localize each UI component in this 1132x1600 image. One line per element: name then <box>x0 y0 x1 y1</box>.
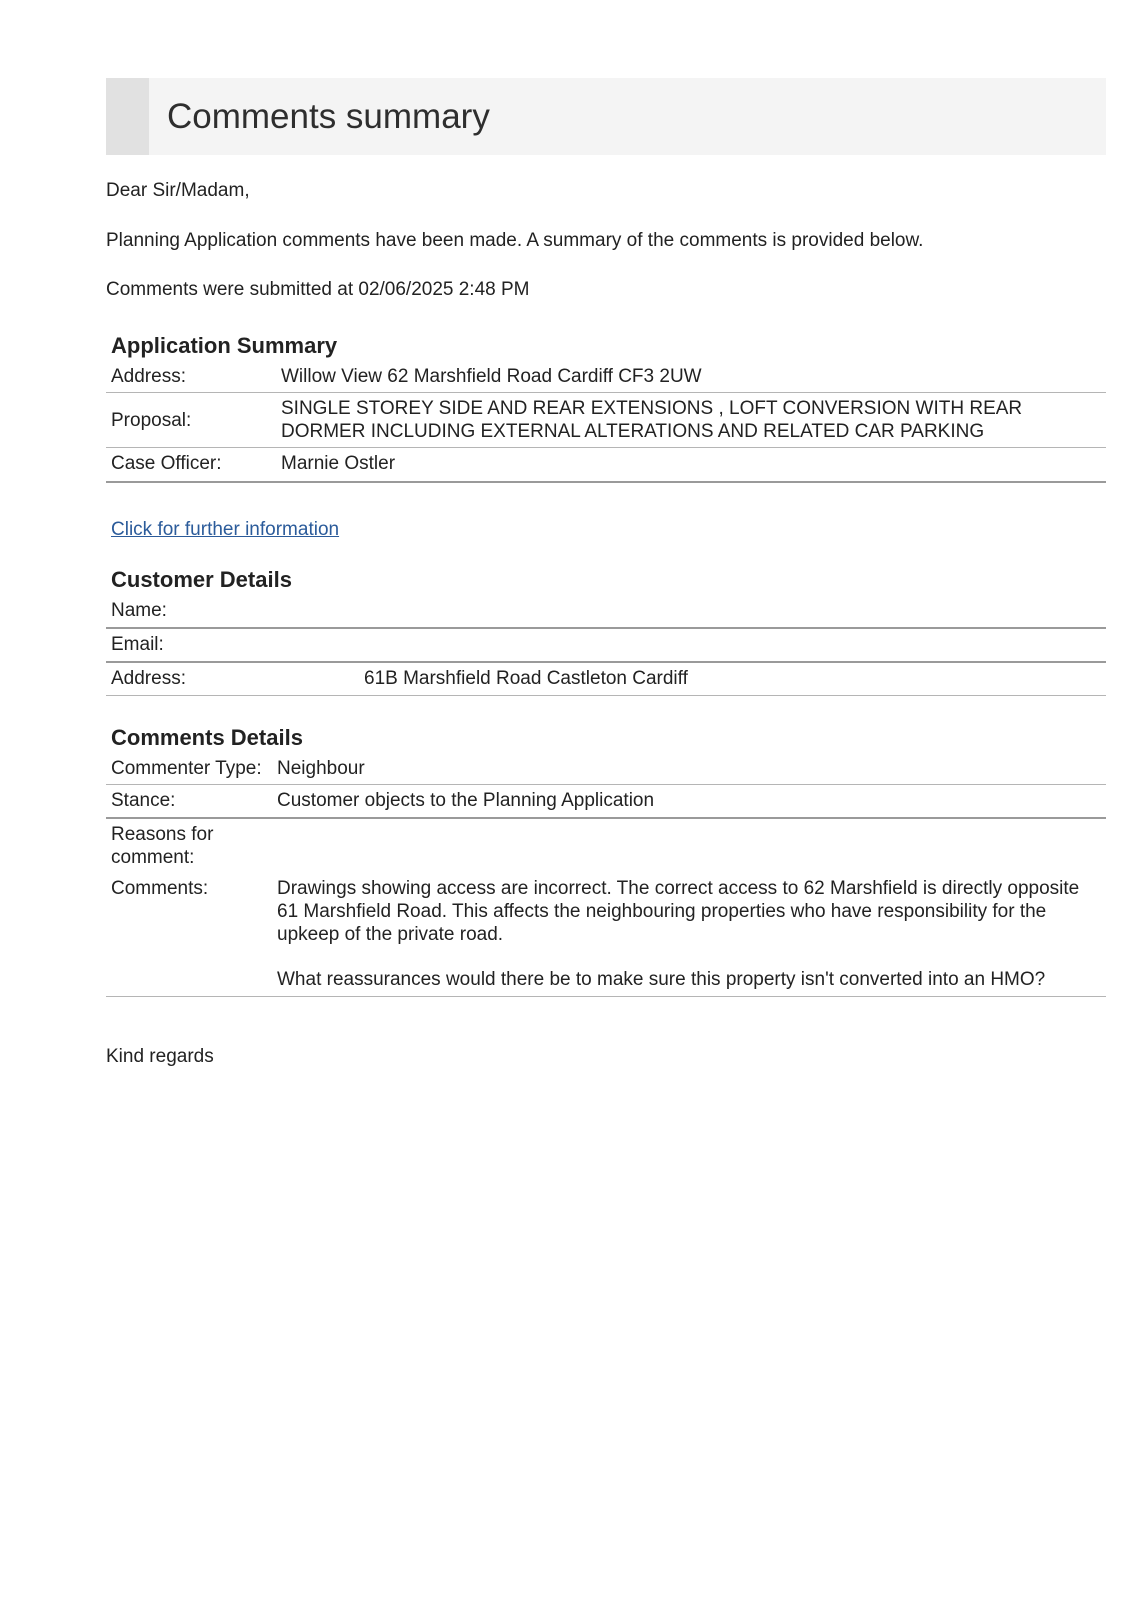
table-row <box>106 448 1106 483</box>
comments-details-table <box>106 755 1106 997</box>
row-label: Email: <box>106 628 359 662</box>
row-value: SINGLE STOREY SIDE AND REAR EXTENSIONS , LOFT CONVERSION WITH REAR DORMER INCLUDING EXTERNAL ALTERATIONS AND RELATED CAR PARKING <box>276 393 1106 448</box>
row-label: Name: <box>106 597 359 628</box>
application-summary-table <box>106 363 1106 483</box>
row-label: Commenter Type: <box>106 755 272 785</box>
submitted-text: Comments were submitted at 02/06/2025 2:48 PM <box>106 279 530 300</box>
table-row <box>106 597 1106 628</box>
row-value <box>359 628 1106 662</box>
row-value <box>272 818 1106 871</box>
row-value: 61B Marshfield Road Castleton Cardiff <box>359 662 1106 696</box>
row-value: Neighbour <box>272 755 1106 785</box>
customer-details-table <box>106 597 1106 696</box>
row-label: Comments: <box>106 871 272 997</box>
page-title: Comments summary <box>167 96 490 136</box>
row-label: Proposal: <box>106 393 276 448</box>
table-row <box>106 393 1106 448</box>
row-label: Reasons for comment: <box>111 824 214 868</box>
row-value <box>359 597 1106 628</box>
table-row <box>106 755 1106 785</box>
further-information-link[interactable]: Click for further information <box>111 519 340 540</box>
comments-text <box>272 871 1106 997</box>
row-value: Marnie Ostler <box>276 448 1106 483</box>
table-row <box>106 785 1106 819</box>
comments-paragraph-2: What reassurances would there be to make sure this property isn't converted into an HMO? <box>277 969 1046 990</box>
greeting: Dear Sir/Madam, <box>106 180 250 201</box>
comments-paragraph-1: Drawings showing access are incorrect. The correct access to 62 Marshfield is directly opposite 61 Marshfield Road. This affects the neighbouring properties who have responsibility for the upkeep of the private road. <box>277 878 1080 945</box>
row-value: Willow View 62 Marshfield Road Cardiff CF3 2UW <box>276 363 1106 393</box>
row-label: Case Officer: <box>106 448 276 483</box>
row-value: Customer objects to the Planning Application <box>272 785 1106 819</box>
banner-accent-bar <box>106 78 149 155</box>
table-row <box>106 628 1106 662</box>
table-row <box>106 363 1106 393</box>
table-row <box>106 662 1106 696</box>
intro-text: Planning Application comments have been made. A summary of the comments is provided below. <box>106 230 924 251</box>
row-label: Stance: <box>106 785 272 819</box>
table-row <box>106 871 1106 997</box>
customer-details-title: Customer Details <box>111 567 292 592</box>
header-banner <box>106 78 1106 155</box>
row-label: Address: <box>106 662 359 696</box>
application-summary-title: Application Summary <box>111 333 338 358</box>
table-row <box>106 818 1106 871</box>
signoff: Kind regards <box>106 1046 214 1067</box>
row-label: Address: <box>106 363 276 393</box>
comments-details-title: Comments Details <box>111 725 303 750</box>
